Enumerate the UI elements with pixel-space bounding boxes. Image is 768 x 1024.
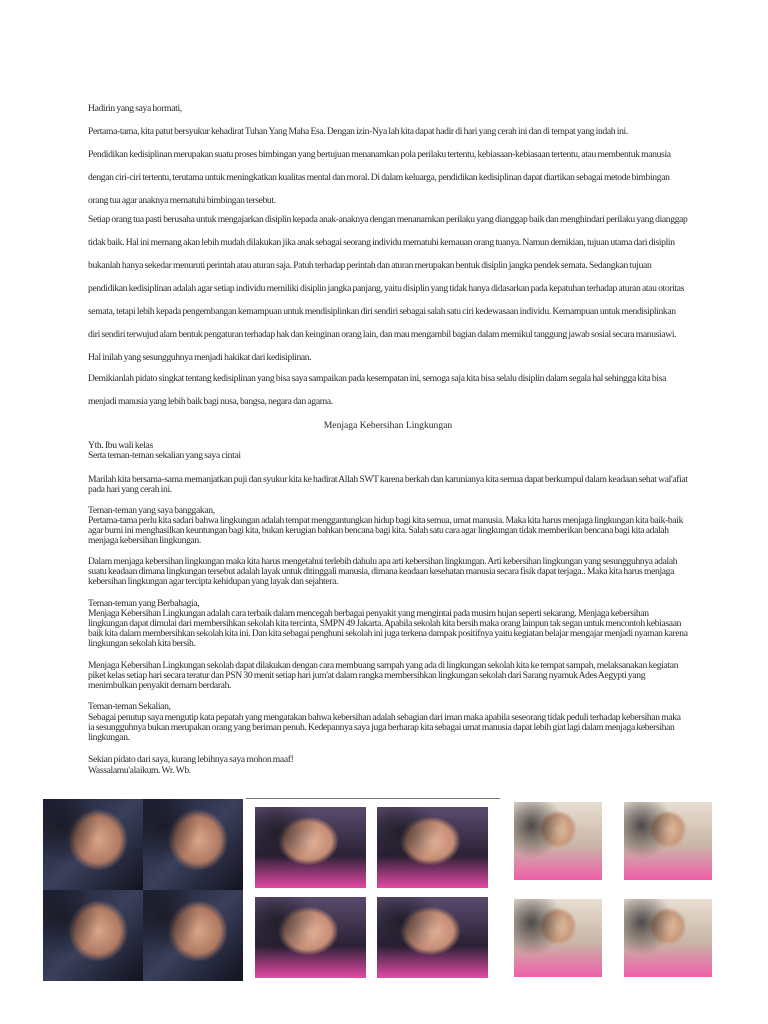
photo-girl bbox=[377, 897, 488, 978]
photo-girl bbox=[255, 897, 366, 978]
address-3: Teman-teman Sekalian, bbox=[88, 701, 171, 712]
photo-girl bbox=[43, 799, 143, 890]
paragraph-definition: Pendidikan kedisiplinan merupakan suatu proses bimbingan yang bertujuan menanamkan pola perilaku tertentu, kebiasaan-kebiasaan tertentu, atau membentuk manusia dengan ciri-ciri tertentu, terutama untuk meningkatkan kualitas mental dan moral. Di dalam keluarga, pendidikan kedisiplinan dapat diartikan sebagai metode bimbingan orang tua agar anaknya mematuhi bimbingan tersebut. bbox=[88, 149, 671, 206]
paragraph-environment: Pertama-tama perlu kita sadari bahwa lingkungan adalah tempat menggantungkan hidup bagi kita semua, umat manusia. Maka kita harus menjaga lingkungan kita baik-baik agar bumi ini menghasilkan keuntungan bagi kita, bukan kerugian bahkan bencana bagi kita. Salah satu cara agar lingkungan tidak memberikan bencana bagi kita adalah menjaga kebersihan lingkungan. bbox=[88, 515, 684, 546]
paragraph-school: Menjaga Kebersihan Lingkungan adalah cara terbaik dalam mencegah berbagai penyakit yang mengintai pada musim hujan seperti sekarang. Menjaga kebersihan lingkungan dapat dimulai dari membersihkan sekolah kita tercinta, SMPN 49 Jakarta. Apabila sekolah kita bersih maka orang lainpun tak segan untuk mencontoh kebiasaan baik kita dalam membersihkan sekolah kita ini. Dan kita sebagai penghuni sekolah ini juga terkena dampak positifnya yaitu kegiatan belajar mengajar menjadi nyaman karena lingkungan sekolah kita bersih. bbox=[88, 608, 688, 649]
photo-girl bbox=[624, 899, 712, 977]
photo-girl bbox=[255, 807, 366, 888]
opening-line-2: Serta teman-teman sekalian yang saya cintai bbox=[88, 450, 241, 461]
address-2: Teman-teman yang Berbahagia, bbox=[88, 598, 200, 609]
photo-girl bbox=[514, 802, 602, 880]
photo-girl bbox=[43, 890, 143, 981]
photo-girl bbox=[377, 807, 488, 888]
photo-girl bbox=[143, 799, 243, 890]
greeting: Hadirin yang saya hormati, bbox=[88, 103, 182, 114]
divider bbox=[246, 798, 500, 799]
photo-girl bbox=[514, 899, 602, 977]
paragraph-conclusion: Sebagai penutup saya mengutip kata pepatah yang mengatakan bahwa kebersihan adalah sebagian dari iman maka apabila seseorang tidak peduli terhadap kebersihan maka ia sesungguhnya bukan merupakan orang yang beriman penuh. Kedepannya saya juga berharap kita sebagai umat manusia dapat lebih giat lagi dalam menjaga kebersihan lingkungan. bbox=[88, 712, 681, 743]
paragraph-meaning: Dalam menjaga kebersihan lingkungan maka kita harus mengetahui terlebih dahulu apa arti kebersihan lingkungan. Arti kebersihan lingkungan yang sesungguhnya adalah suatu keadaan dimana lingkungan tersebut adalah layak untuk ditinggali manusia, dimana keadaan kesehatan manusia secara fisik dapat terjaga.. Maka kita harus menjaga kebersihan lingkungan agar tercipta kehidupan yang layak dan sejahtera. bbox=[88, 556, 678, 587]
paragraph-intro: Pertama-tama, kita patut bersyukur kehadirat Tuhan Yang Maha Esa. Dengan izin-Nya lah kita dapat hadir di hari yang cerah ini dan di tempat yang indah ini. bbox=[88, 126, 628, 137]
opening-line-1: Yth. Ibu wali kelas bbox=[88, 440, 153, 451]
speech-title: Menjaga Kebersihan Lingkungan bbox=[323, 420, 453, 431]
paragraph-closing: Demikianlah pidato singkat tentang kedisiplinan yang bisa saya sampaikan pada kesempatan ini, semoga saja kita bisa selalu disiplin dalam segala hal sehingga kita bisa menjadi manusia yang lebih baik bagi nusa, bangsa, negara dan agama. bbox=[88, 373, 666, 407]
photo-girl bbox=[143, 890, 243, 981]
paragraph-methods: Menjaga Kebersihan Lingkungan sekolah dapat dilakukan dengan cara membuang sampah yang ada di lingkungan sekolah kita ke tempat sampah, melaksanakan kegiatan piket kelas setiap hari secara teratur dan PSN 30 menit setiap hari jum'at dalam rangka membersihkan lingkungan sekolah dari Sarang nyamuk Ades Aegypti yang menimbulkan penyakit demam berdarah. bbox=[88, 660, 679, 691]
address-1: Teman-teman yang saya banggakan, bbox=[88, 505, 215, 516]
closing-line-2: Wassalamu'alaikum. Wr. Wb. bbox=[88, 765, 191, 776]
closing-line-1: Sekian pidato dari saya, kurang lebihnya saya mohon maaf! bbox=[88, 754, 294, 765]
paragraph-discipline: Setiap orang tua pasti berusaha untuk mengajarkan disiplin kepada anak-anaknya dengan menanamkan perilaku yang dianggap baik dan menghindari perilaku yang dianggap tidak baik. Hal ini memang akan lebih mudah dilakukan jika anak sebagai seorang individu mematuhi kemauan orang tuanya. Namun demikian, tujuan utama dari disiplin bukanlah hanya sekedar menuruti perintah atau aturan saja. Patuh terhadap perintah dan aturan merupakan bentuk disiplin jangka pendek semata. Sedangkan tujuan pendidikan kedisiplinan adalah agar setiap individu memiliki disiplin jangka panjang, yaitu disiplin yang tidak hanya didasarkan pada kepatuhan terhadap aturan atau otoritas semata, tetapi lebih kepada pengembangan kemampuan untuk mendisiplinkan diri sendiri sebagai salah satu ciri kedewasaan individu. Kemampuan untuk mendisiplinkan diri sendiri terwujud alam bentuk pengaturan terhadap hak dan keinginan orang lain, dan mau mengambil bagian dalam memikul tanggung jawab sosial secara manusiawi. Hal inilah yang sesungguhnya menjadi hakikat dari kedisiplinan. bbox=[88, 214, 688, 363]
photo-girl bbox=[624, 802, 712, 880]
paragraph-gratitude: Marilah kita bersama-sama memanjatkan puji dan syukur kita ke hadirat Allah SWT karena berkah dan karunianya kita semua dapat berkumpul dalam keadaan sehat wal'afiat pada hari yang cerah ini. bbox=[88, 474, 688, 495]
